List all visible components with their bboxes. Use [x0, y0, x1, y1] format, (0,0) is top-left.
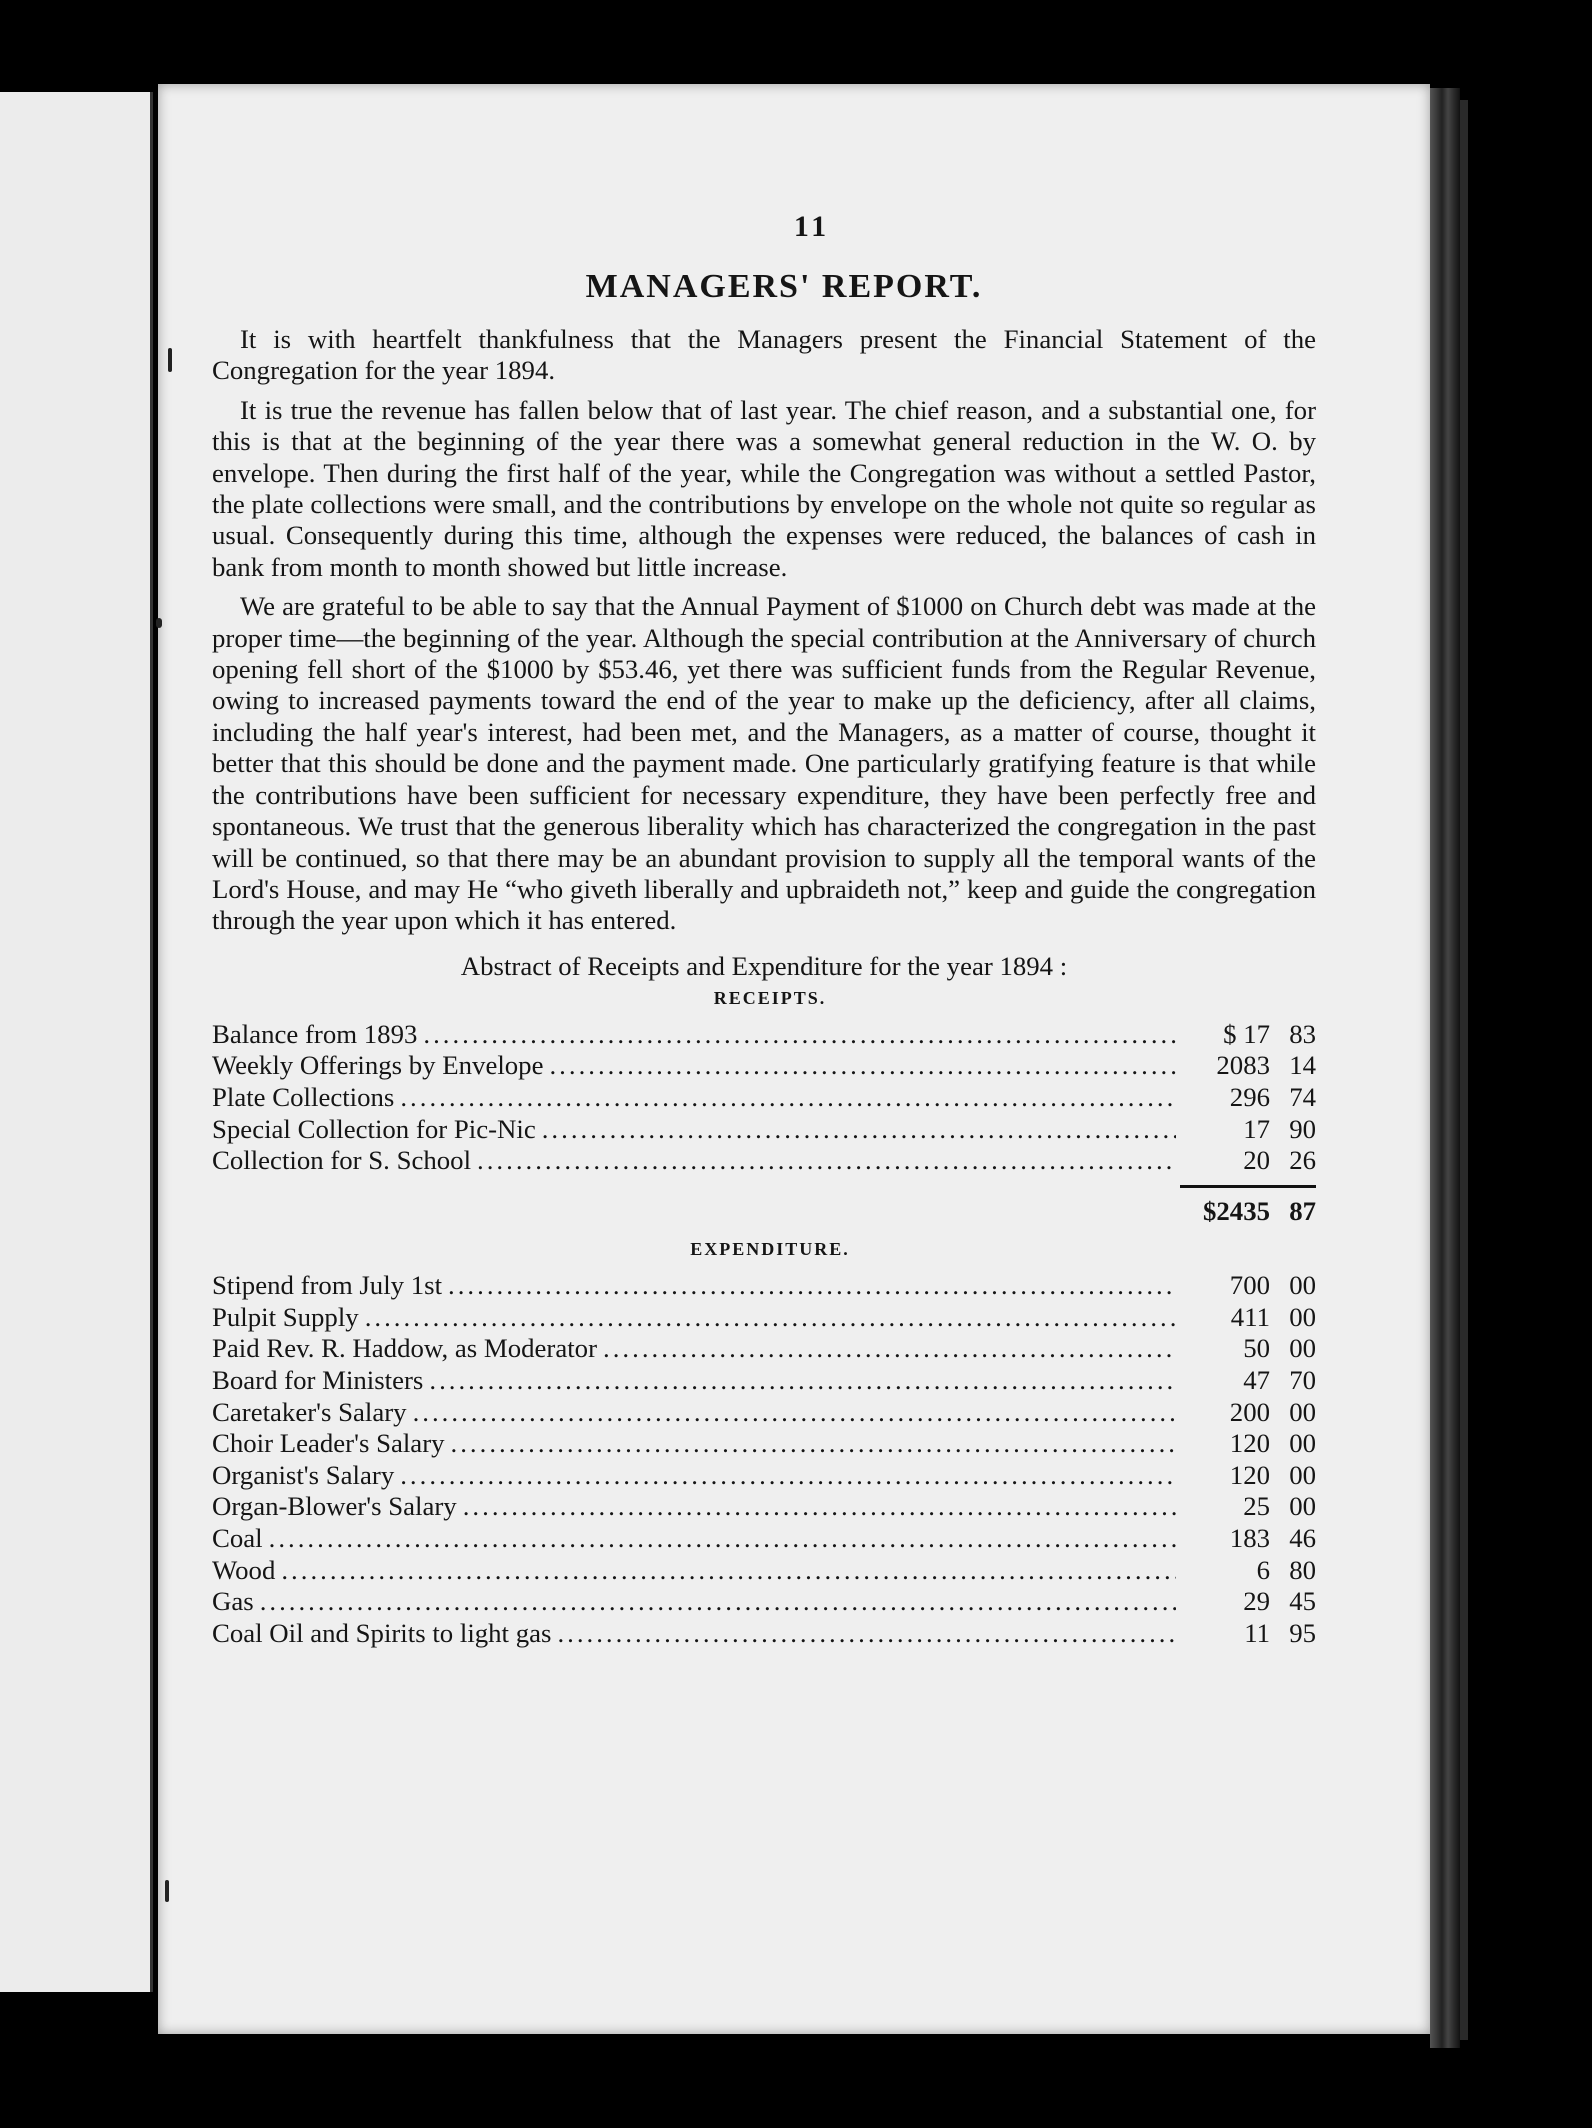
row-label: Wood	[212, 1554, 276, 1585]
row-label: Paid Rev. R. Haddow, as Moderator	[212, 1333, 598, 1364]
expenditure-row	[212, 1586, 1316, 1618]
row-amount: 183	[1229, 1523, 1270, 1554]
row-label: Choir Leader's Salary	[212, 1428, 445, 1459]
receipt-row	[212, 1145, 1316, 1177]
row-label: Stipend from July 1st	[212, 1270, 443, 1301]
row-label: Coal Oil and Spirits to light gas	[212, 1617, 552, 1648]
total-amount: $2435	[1203, 1195, 1270, 1226]
row-label: Organ-Blower's Salary	[212, 1491, 457, 1522]
page-stack-shadow	[1460, 100, 1468, 2040]
row-cents: 26	[1289, 1145, 1316, 1176]
paragraph-3: We are grateful to be able to say that the Annual Payment of $1000 on Church debt was made at the proper time—the beginning of the year. Although the special contribution at the Anniversary of church opening fell short of the $1000 by $53.46, yet there was sufficient funds from the Regular Revenue, owing to increased payments toward the end of the year to make up the deficiency, after all claims, including the half year's interest, had been met, and the Managers, as a matter of course, thought it better that this should be done and the payment made. One particularly gratifying feature is that while the contributions have been sufficient for necessary expenditure, they have been perfectly free and spontaneous. We trust that the generous liberality which has characterized the congregation in the past will be continued, so that there may be an abundant provision to supply all the temporal wants of the Lord's House, and may He “who giveth liberally and upbraideth not,” keep and guide the congregation through the year upon which it has entered.	[212, 591, 1316, 936]
row-cents: 14	[1289, 1050, 1316, 1081]
expenditure-row	[212, 1555, 1316, 1587]
row-cents: 00	[1289, 1301, 1316, 1332]
total-cents: 87	[1289, 1195, 1316, 1226]
receipt-row	[212, 1114, 1316, 1146]
row-label: Organist's Salary	[212, 1459, 395, 1490]
margin-mark	[165, 1880, 169, 1902]
report-title: MANAGERS' REPORT.	[585, 268, 983, 305]
row-amount: 17	[1243, 1113, 1270, 1144]
row-amount: 296	[1229, 1081, 1270, 1112]
row-label: Board for Ministers	[212, 1365, 424, 1396]
row-amount: 50	[1243, 1333, 1270, 1364]
row-amount: 700	[1229, 1270, 1270, 1301]
receipts-list	[212, 1019, 1316, 1177]
expenditure-row	[212, 1270, 1316, 1302]
abstract-heading: Abstract of Receipts and Expenditure for the year 1894 :	[460, 950, 1068, 981]
row-label: Weekly Offerings by Envelope	[212, 1050, 544, 1081]
page-stack-edge	[1430, 88, 1460, 2048]
row-cents: 00	[1289, 1459, 1316, 1490]
expenditure-heading: EXPENDITURE.	[690, 1239, 850, 1260]
expenditure-list	[212, 1270, 1316, 1649]
receipts-total	[212, 1196, 1316, 1228]
row-amount: 47	[1243, 1365, 1270, 1396]
total-rule	[1180, 1185, 1316, 1188]
row-cents: 00	[1289, 1333, 1316, 1364]
row-amount: 200	[1229, 1396, 1270, 1427]
row-amount: 120	[1229, 1459, 1270, 1490]
row-amount: 29	[1243, 1586, 1270, 1617]
row-label: Balance from 1893	[212, 1018, 418, 1049]
receipts-heading: RECEIPTS.	[713, 987, 827, 1008]
row-label: Caretaker's Salary	[212, 1396, 407, 1427]
row-amount: 2083	[1216, 1050, 1270, 1081]
expenditure-row	[212, 1302, 1316, 1334]
row-amount: 11	[1244, 1617, 1270, 1648]
receipt-row	[212, 1019, 1316, 1051]
expenditure-row	[212, 1397, 1316, 1429]
row-cents: 70	[1289, 1365, 1316, 1396]
row-cents: 74	[1289, 1081, 1316, 1112]
expenditure-row	[212, 1333, 1316, 1365]
row-cents: 00	[1289, 1428, 1316, 1459]
expenditure-row	[212, 1523, 1316, 1555]
row-cents: 00	[1289, 1491, 1316, 1522]
row-amount: $ 17	[1223, 1018, 1270, 1049]
receipt-row	[212, 1050, 1316, 1082]
row-cents: 90	[1289, 1113, 1316, 1144]
receipt-row	[212, 1082, 1316, 1114]
row-cents: 46	[1289, 1523, 1316, 1554]
row-cents: 80	[1289, 1554, 1316, 1585]
paragraph-1: It is with heartfelt thankfulness that the Managers present the Financial Statement of the Congregation for the year 1894.	[212, 324, 1316, 386]
row-label: Special Collection for Pic-Nic	[212, 1113, 536, 1144]
facing-page-edge	[0, 92, 153, 1992]
row-label: Gas	[212, 1586, 254, 1617]
row-cents: 83	[1289, 1018, 1316, 1049]
page-number: 11	[793, 210, 831, 243]
page-content	[212, 130, 1316, 1649]
expenditure-row	[212, 1365, 1316, 1397]
row-amount: 120	[1229, 1428, 1270, 1459]
expenditure-row	[212, 1491, 1316, 1523]
margin-mark	[156, 618, 162, 628]
row-amount: 411	[1230, 1301, 1270, 1332]
row-label: Collection for S. School	[212, 1145, 472, 1176]
expenditure-row	[212, 1428, 1316, 1460]
row-cents: 00	[1289, 1396, 1316, 1427]
expenditure-row	[212, 1460, 1316, 1492]
margin-mark	[168, 348, 172, 372]
row-cents: 95	[1289, 1617, 1316, 1648]
row-amount: 6	[1256, 1554, 1270, 1585]
expenditure-row	[212, 1618, 1316, 1650]
row-amount: 25	[1243, 1491, 1270, 1522]
paragraph-2: It is true the revenue has fallen below that of last year. The chief reason, and a substantial one, for this is that at the beginning of the year there was a somewhat general reduction in the W. O. by envelope. Then during the first half of the year, while the Congregation was without a settled Pastor, the plate collections were small, and the contributions by envelope on the whole not quite so regular as usual. Consequently during this time, although the expenses were reduced, the balances of cash in bank from month to month showed but little increase.	[212, 394, 1316, 582]
row-label: Pulpit Supply	[212, 1301, 359, 1332]
row-cents: 45	[1289, 1586, 1316, 1617]
row-cents: 00	[1289, 1270, 1316, 1301]
row-label: Plate Collections	[212, 1081, 395, 1112]
row-amount: 20	[1243, 1145, 1270, 1176]
row-label: Coal	[212, 1523, 263, 1554]
